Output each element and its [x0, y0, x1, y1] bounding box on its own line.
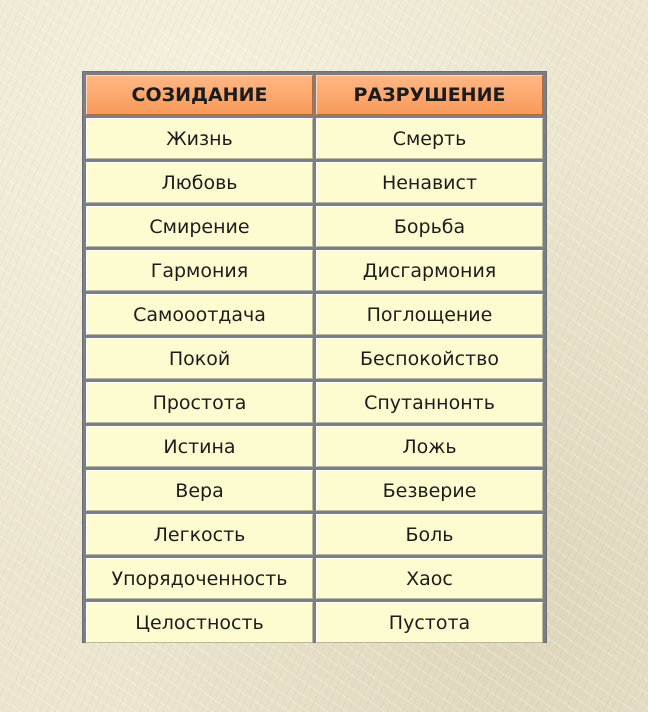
cell-creation: Любовь: [86, 162, 313, 203]
table-row: [86, 470, 543, 511]
cell-creation: Истина: [86, 426, 313, 467]
table-row: [86, 250, 543, 291]
cell-destruction: Спутаннонть: [316, 382, 543, 423]
cell-creation: Легкость: [86, 514, 313, 555]
table-row: [86, 162, 543, 203]
table-row: [86, 338, 543, 379]
header-destruction: РАЗРУШЕНИЕ: [316, 75, 543, 115]
table-row: [86, 426, 543, 467]
cell-creation: Смирение: [86, 206, 313, 247]
cell-destruction: Ложь: [316, 426, 543, 467]
cell-destruction: Пустота: [316, 602, 543, 643]
cell-destruction: Ненавист: [316, 162, 543, 203]
table-row: [86, 382, 543, 423]
cell-creation: Вера: [86, 470, 313, 511]
cell-creation: Самооотдача: [86, 294, 313, 335]
cell-destruction: Поглощение: [316, 294, 543, 335]
cell-creation: Жизнь: [86, 118, 313, 159]
cell-destruction: Борьба: [316, 206, 543, 247]
cell-destruction: Беспокойство: [316, 338, 543, 379]
table-row: [86, 514, 543, 555]
cell-creation: Гармония: [86, 250, 313, 291]
table-header-row: [86, 75, 543, 115]
cell-destruction: Хаос: [316, 558, 543, 599]
comparison-table-frame: [82, 71, 547, 643]
cell-creation: Простота: [86, 382, 313, 423]
cell-creation: Целостность: [86, 602, 313, 643]
cell-destruction: Дисгармония: [316, 250, 543, 291]
table-row: [86, 206, 543, 247]
cell-destruction: Боль: [316, 514, 543, 555]
cell-creation: Покой: [86, 338, 313, 379]
cell-creation: Упорядоченность: [86, 558, 313, 599]
cell-destruction: Безверие: [316, 470, 543, 511]
cell-destruction: Смерть: [316, 118, 543, 159]
table-row: [86, 602, 543, 643]
table-row: [86, 118, 543, 159]
header-creation: СОЗИДАНИЕ: [86, 75, 313, 115]
table-row: [86, 294, 543, 335]
table-row: [86, 558, 543, 599]
creation-destruction-table: [83, 72, 546, 646]
